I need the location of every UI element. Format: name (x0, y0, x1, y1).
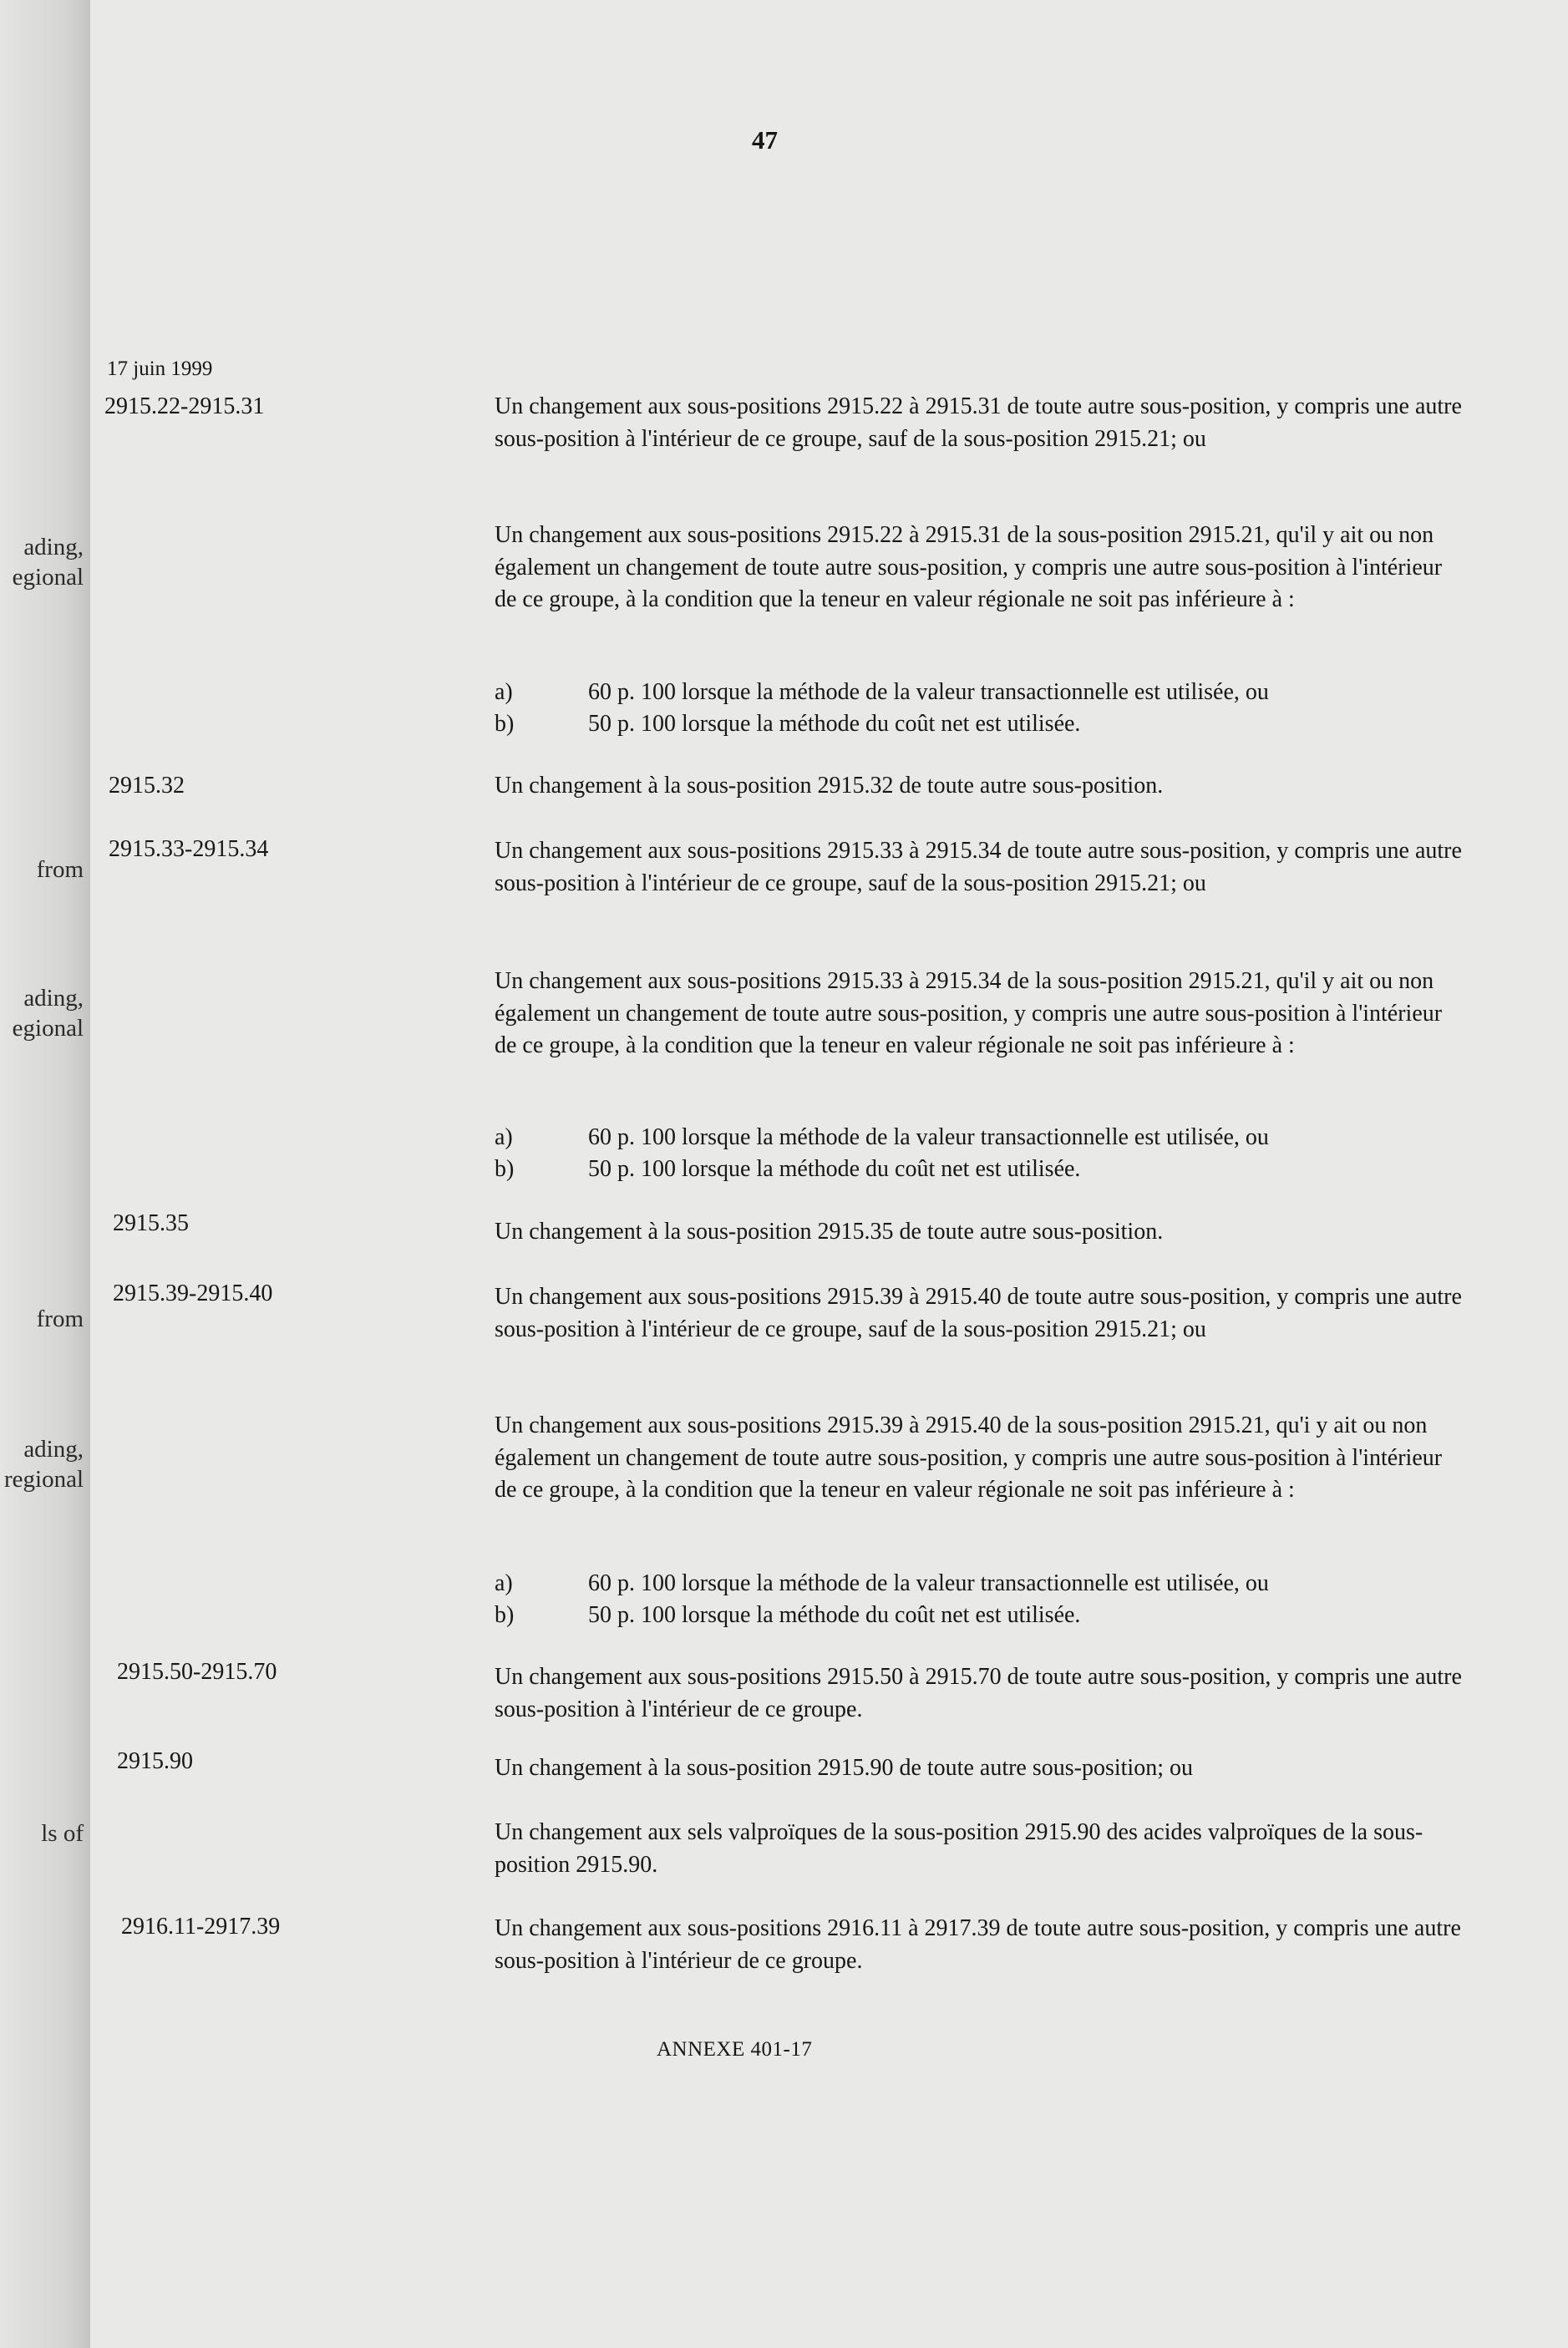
rule-text: Un changement aux sels valproïques de la sous-position 2915.90 des acides valproïques de la sous-position 2915.90. (495, 1819, 1423, 1878)
condition-marker: a) (495, 679, 513, 705)
rule-text: Un changement aux sous-positions 2915.22 à 2915.31 de la sous-position 2915.21, qu'il y ait ou non également un changement de toute autre sous-position, y compris une autre sous-position à l'intérieur de ce groupe, à la condition que la teneur en valeur régionale ne soit pas inférieure à : (495, 522, 1443, 612)
condition-text: 60 p. 100 lorsque la méthode de la valeur transactionnelle est utilisée, ou (588, 1124, 1269, 1150)
tariff-code: 2915.35 (113, 1210, 189, 1236)
page-footer: ANNEXE 401-17 (657, 2038, 813, 2061)
rule-text: Un changement aux sous-positions 2915.39 à 2915.40 de la sous-position 2915.21, qu'i y ait ou non également un changement de toute autre sous-position, y compris une autre sous-position à l'intérieur de ce groupe, à la condition que la teneur en valeur régionale ne soit pas inférieure à : (495, 1412, 1443, 1503)
left-page-fragment: ading, (23, 985, 84, 1012)
rule-condition-a (495, 1568, 1269, 1600)
condition-text: 50 p. 100 lorsque la méthode du coût net est utilisée. (588, 711, 1081, 737)
left-page-fragment: regional (3, 1466, 84, 1493)
left-page-fragment: ading, (23, 534, 84, 560)
rule-text: Un changement aux sous-positions 2915.39 à 2915.40 de toute autre sous-position, y compris une autre sous-position à l'intérieur de ce groupe, sauf de la sous-position 2915.21; ou (495, 1284, 1462, 1342)
rule-text: Un changement aux sous-positions 2916.11 à 2917.39 de toute autre sous-position, y compris une autre sous-position à l'intérieur de ce groupe. (495, 1915, 1461, 1974)
condition-text: 60 p. 100 lorsque la méthode de la valeur transactionnelle est utilisée, ou (588, 679, 1269, 705)
left-page-fragment: egional (12, 564, 84, 591)
tariff-code: 2915.33-2915.34 (109, 836, 269, 862)
left-page-fragment: ls of (41, 1820, 84, 1847)
rule-text: Un changement aux sous-positions 2915.33 à 2915.34 de la sous-position 2915.21, qu'il y ait ou non également un changement de toute autre sous-position, y compris une autre sous-position à l'intérieur de ce groupe, à la condition que la teneur en valeur régionale ne soit pas inférieure à : (495, 968, 1443, 1058)
left-page-fragment: from (36, 856, 84, 883)
condition-text: 50 p. 100 lorsque la méthode du coût net est utilisée. (588, 1602, 1081, 1628)
rule-condition-a (495, 1122, 1269, 1154)
rule-text: Un changement à la sous-position 2915.35 de toute autre sous-position. (495, 1219, 1164, 1245)
condition-marker: b) (495, 1602, 515, 1628)
condition-marker: a) (495, 1570, 513, 1596)
rule-text: Un changement à la sous-position 2915.90 de toute autre sous-position; ou (495, 1755, 1193, 1781)
rule-condition-b (495, 1154, 1080, 1185)
left-page-fragment: ading, (23, 1436, 84, 1463)
rule-text: Un changement à la sous-position 2915.32 de toute autre sous-position. (495, 773, 1164, 799)
condition-marker: a) (495, 1124, 513, 1150)
rule-text: Un changement aux sous-positions 2915.33 à 2915.34 de toute autre sous-position, y compris une autre sous-position à l'intérieur de ce groupe, sauf de la sous-position 2915.21; ou (495, 838, 1462, 896)
condition-text: 50 p. 100 lorsque la méthode du coût net est utilisée. (588, 1156, 1081, 1182)
rule-text: Un changement aux sous-positions 2915.22 à 2915.31 de toute autre sous-position, y compris une autre sous-position à l'intérieur de ce groupe, sauf de la sous-position 2915.21; ou (495, 393, 1462, 452)
tariff-code: 2915.90 (117, 1748, 193, 1774)
rule-condition-b (495, 1600, 1080, 1631)
rule-condition-b (495, 708, 1080, 740)
tariff-code: 2915.39-2915.40 (113, 1280, 273, 1306)
condition-marker: b) (495, 711, 515, 737)
page-binding-edge (0, 0, 90, 2348)
page-number: 47 (752, 125, 778, 155)
rule-condition-a (495, 677, 1269, 708)
condition-text: 60 p. 100 lorsque la méthode de la valeur transactionnelle est utilisée, ou (588, 1570, 1269, 1596)
tariff-code: 2916.11-2917.39 (121, 1914, 281, 1940)
rule-text: Un changement aux sous-positions 2915.50 à 2915.70 de toute autre sous-position, y compris une autre sous-position à l'intérieur de ce groupe. (495, 1664, 1462, 1722)
tariff-code: 2915.32 (109, 773, 185, 799)
left-page-fragment: egional (12, 1015, 84, 1042)
document-date: 17 juin 1999 (107, 358, 213, 380)
left-page-fragment: from (36, 1306, 84, 1332)
tariff-code: 2915.50-2915.70 (117, 1659, 277, 1685)
tariff-code: 2915.22-2915.31 (104, 393, 265, 419)
condition-marker: b) (495, 1156, 515, 1182)
